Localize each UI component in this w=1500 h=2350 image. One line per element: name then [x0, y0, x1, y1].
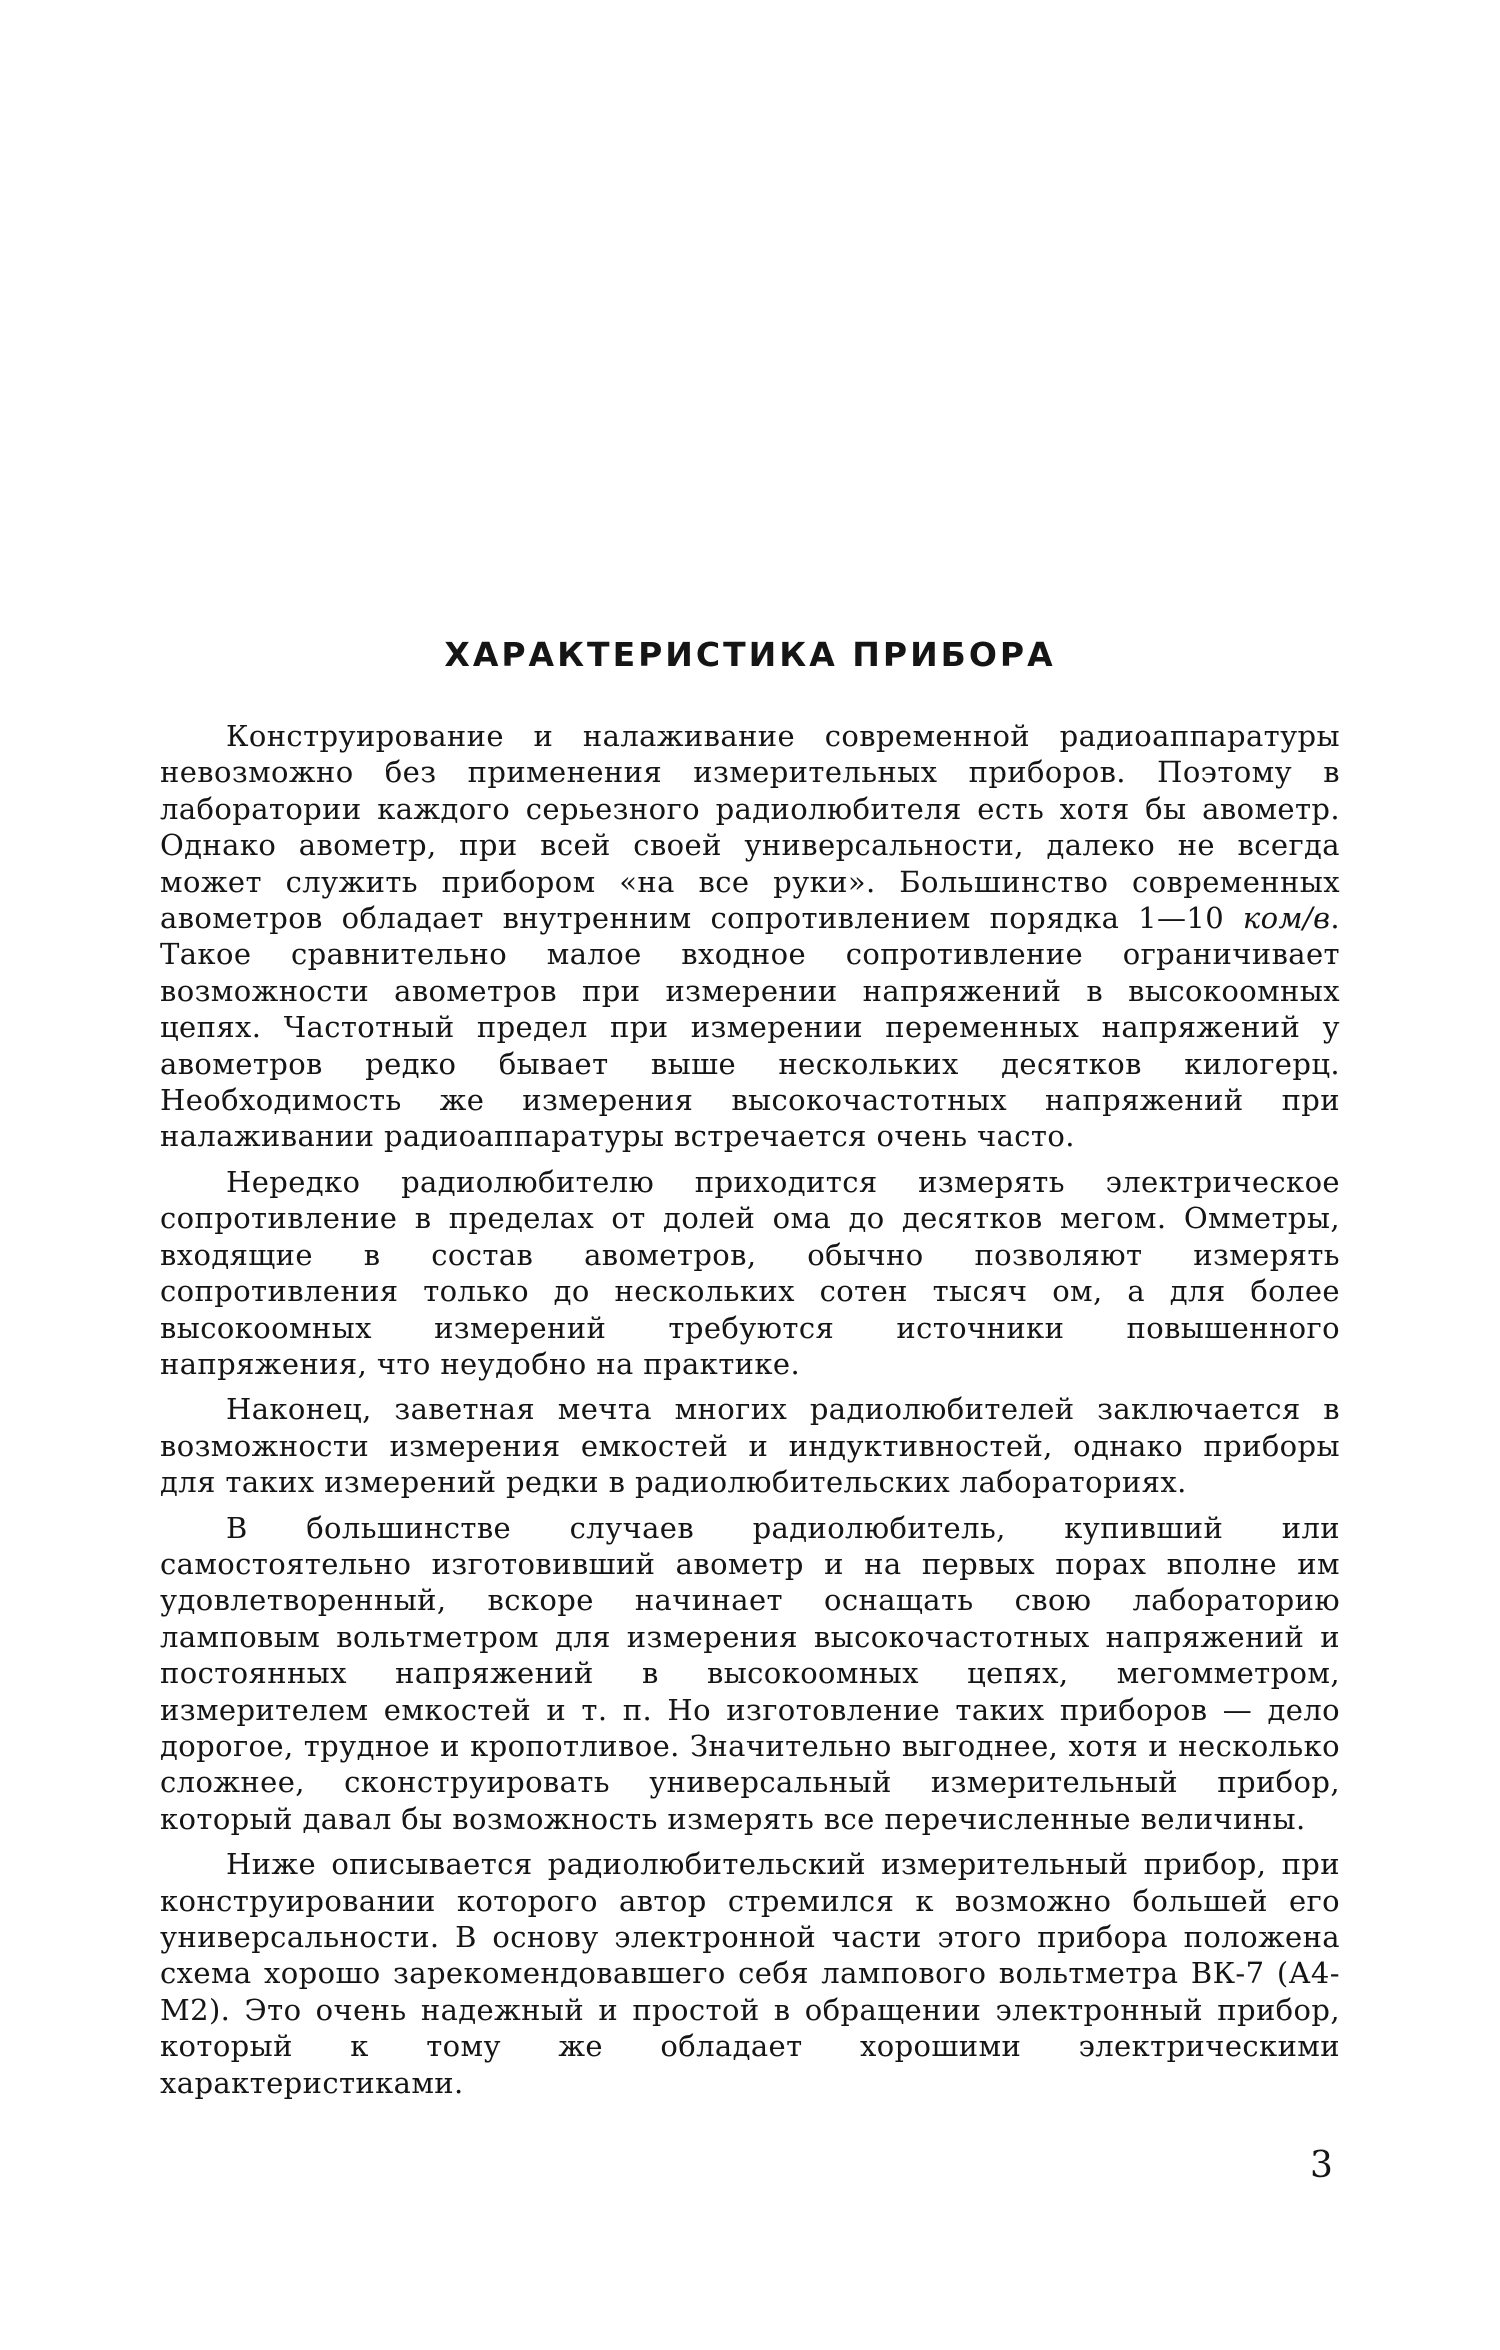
unit-text: ком/в — [1242, 901, 1331, 936]
paragraph-5: Ниже описывается радиолюбительский измерительный прибор, при конструировании которого автор стремился к возможно большей его универсальности. В основу электронной части этого прибора положена схема хорошо зарекомендовавшего себя лампового вольтметра ВК-7 (А4-М2). Это очень надежный и простой в обращении электронный прибор, который к тому же обладает хорошими электрическими характеристиками. — [160, 1847, 1340, 2100]
paragraph-1-text-start: Конструирование и налаживание современной радиоаппаратуры невозможно без применения измерительных приборов. Поэтому в лаборатории каждого серьезного радиолюбителя есть хотя бы авометр. Однако авометр, при всей своей универсальности, далеко не всегда может служить прибором «на все руки». Большинство современных авометров обладает внутренним сопротивлением порядка 1—10 — [160, 719, 1340, 936]
section-heading: ХАРАКТЕРИСТИКА ПРИБОРА — [444, 635, 1056, 674]
paragraph-1 — [160, 718, 1340, 1155]
paragraph-4: В большинстве случаев радиолюбитель, купивший или самостоятельно изготовивший авометр и на первых порах вполне им удовлетворенный, вскоре начинает оснащать свою лабораторию ламповым вольтметром для измерения высокочастотных напряжений и постоянных напряжений в высокоомных цепях, мегомметром, измерителем емкостей и т. п. Но изготовление таких приборов — дело дорогое, трудное и кропотливое. Значительно выгоднее, хотя и несколько сложнее, сконструировать универсальный измерительный прибор, который давал бы возможность измерять все перечисленные величины. — [160, 1510, 1340, 1836]
paragraph-1-text-end: . Такое сравнительно малое входное сопротивление ограничивает возможности авометров при измерении напряжений в высокоомных цепях. Частотный предел при измерении переменных напряжений у авометров редко бывает выше нескольких десятков килогерц. Необходимость же измерения высокочастотных напряжений при налаживании радиоаппаратуры встречается очень часто. — [160, 901, 1340, 1154]
page-body — [160, 635, 1340, 2110]
paragraph-3: Наконец, заветная мечта многих радиолюбителей заключается в возможности измерения емкостей и индуктивностей, однако приборы для таких измерений редки в радиолюбительских лабораториях. — [160, 1392, 1340, 1500]
page-number: 3 — [1310, 2145, 1333, 2186]
paragraph-2: Нередко радиолюбителю приходится измерять электрическое сопротивление в пределах от долей ома до десятков мегом. Омметры, входящие в состав авометров, обычно позволяют измерять сопротивления только до нескольких сотен тысяч ом, а для более высокоомных измерений требуются источники повышенного напряжения, что неудобно на практике. — [160, 1164, 1340, 1381]
